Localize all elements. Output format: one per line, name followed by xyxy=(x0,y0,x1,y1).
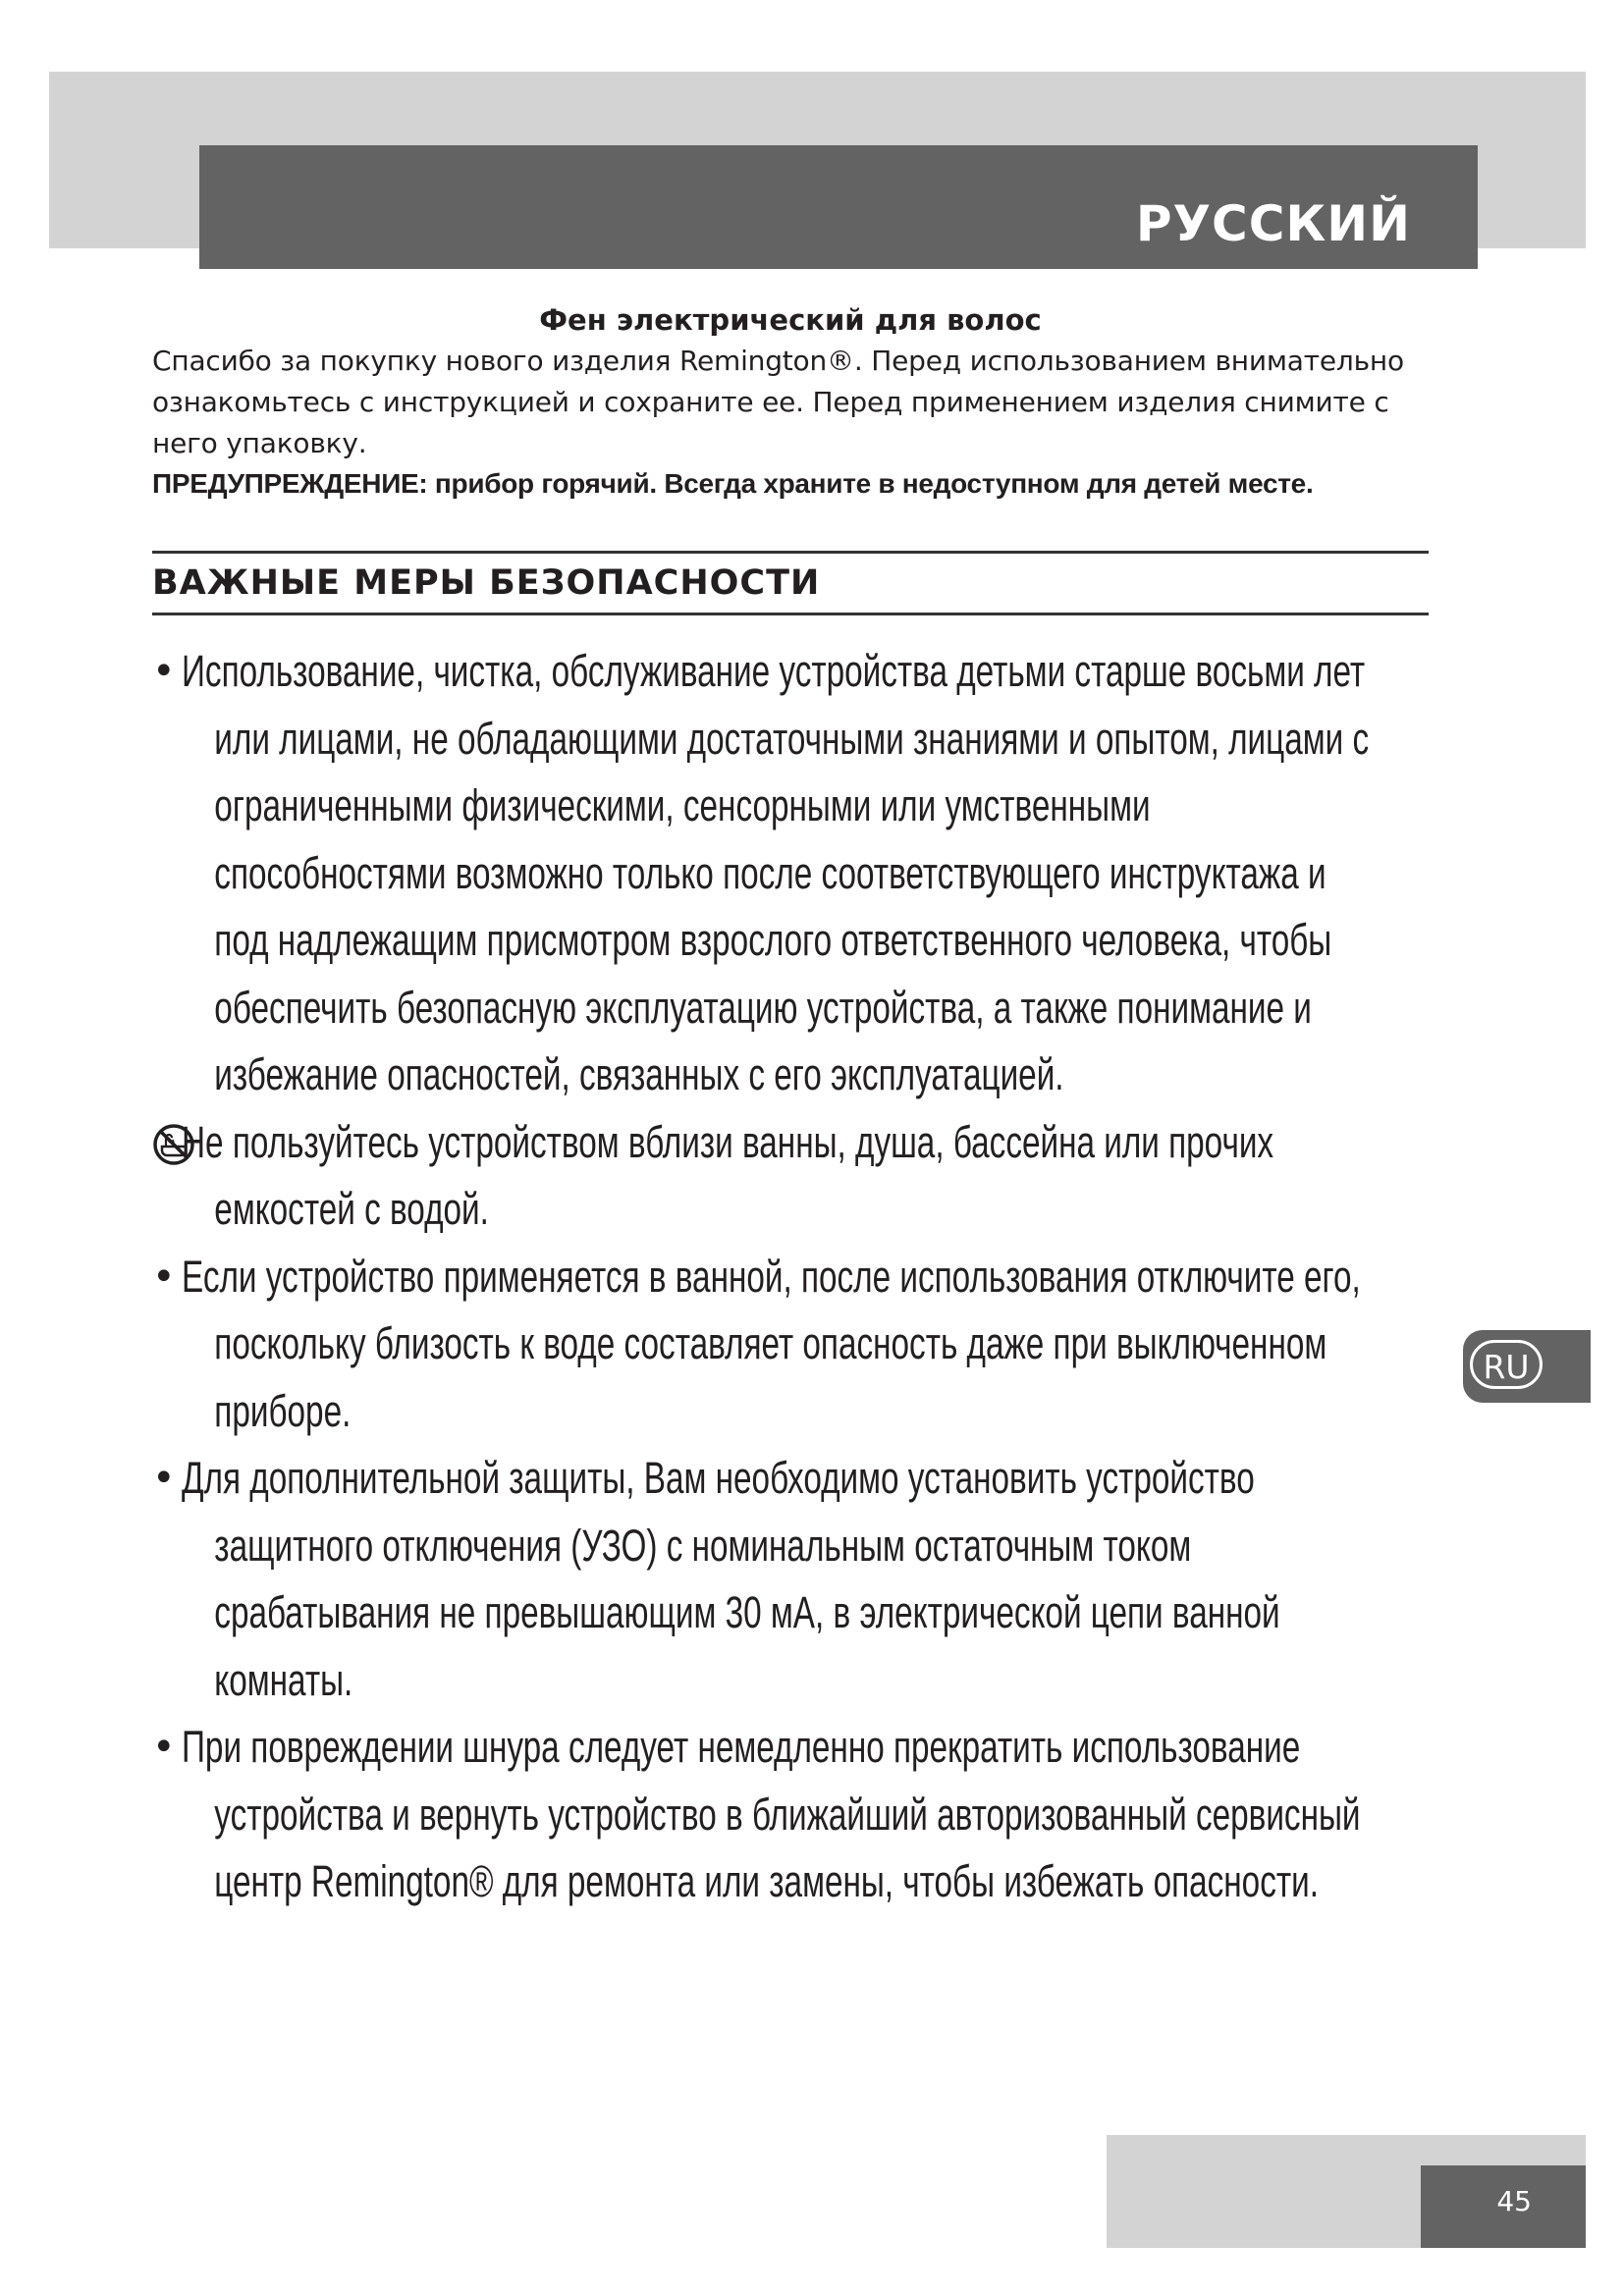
safety-item-text: Для дополнительной защиты, Вам необходимо установить устройство защитного отключения (УЗО) с номинальным остаточным током срабатывания не превышающим 30 мА, в электрической цепи ванной комнаты. xyxy=(182,1453,1280,1705)
language-title: РУССКИЙ xyxy=(1135,195,1411,252)
bullet: • xyxy=(152,649,176,694)
safety-item xyxy=(152,1244,1429,1446)
bullet: • xyxy=(152,1254,176,1300)
section-rule-bottom xyxy=(152,613,1429,615)
section-rule-top xyxy=(152,551,1429,554)
bullet: • xyxy=(152,1725,176,1770)
safety-item xyxy=(152,1109,1429,1244)
safety-item xyxy=(152,1714,1429,1916)
safety-item-text: Использование, чистка, обслуживание устройства детьми старше восьми лет или лицами, не обладающими достаточными знаниями и опытом, лицами с ограниченными физическими, сенсорными или умственными способностями возможно только после соответствующего инструктажа и под надлежащим присмотром взрослого ответственного человека, чтобы обеспечить безопасную эксплуатацию устройства, а также понимание и избежание опасностей, связанных с его эксплуатацией. xyxy=(182,646,1370,1099)
hot-warning: ПРЕДУПРЕЖДЕНИЕ: прибор горячий. Всегда храните в недоступном для детей месте. xyxy=(152,468,1314,499)
page-number: 45 xyxy=(1496,2185,1532,2217)
product-title: Фен электрический для волос xyxy=(539,303,1042,337)
safety-item-text: Если устройство применяется в ванной, после использования отключите его, поскольку близость к воде составляет опасность даже при выключенном приборе. xyxy=(182,1251,1361,1436)
language-badge: RU xyxy=(1470,1340,1543,1389)
bullet: • xyxy=(152,1456,176,1501)
safety-item-text: При повреждении шнура следует немедленно прекратить использование устройства и вернуть устройство в ближайший авторизованный сервисный центр Remington® для ремонта или замены, чтобы избежать опасности. xyxy=(182,1722,1361,1906)
safety-item xyxy=(152,638,1429,1109)
header-bar xyxy=(199,145,1478,269)
safety-item-text: Не пользуйтесь устройством вблизи ванны, душа, бассейна или прочих емкостей с водой. xyxy=(182,1116,1274,1234)
section-title: ВАЖНЫЕ МЕРЫ БЕЗОПАСНОСТИ xyxy=(152,563,821,603)
footer-bar xyxy=(1421,2165,1586,2248)
safety-item xyxy=(152,1445,1429,1714)
safety-list xyxy=(152,638,1429,1916)
language-side-tab xyxy=(1463,1330,1591,1403)
intro-text: Спасибо за покупку нового изделия Remington®. Перед использованием внимательно ознакомьтесь с инструкцией и сохраните ее. Перед применением изделия снимите с него упаковку. xyxy=(152,345,1404,459)
header-band xyxy=(49,72,1586,252)
intro-block xyxy=(152,299,1429,504)
